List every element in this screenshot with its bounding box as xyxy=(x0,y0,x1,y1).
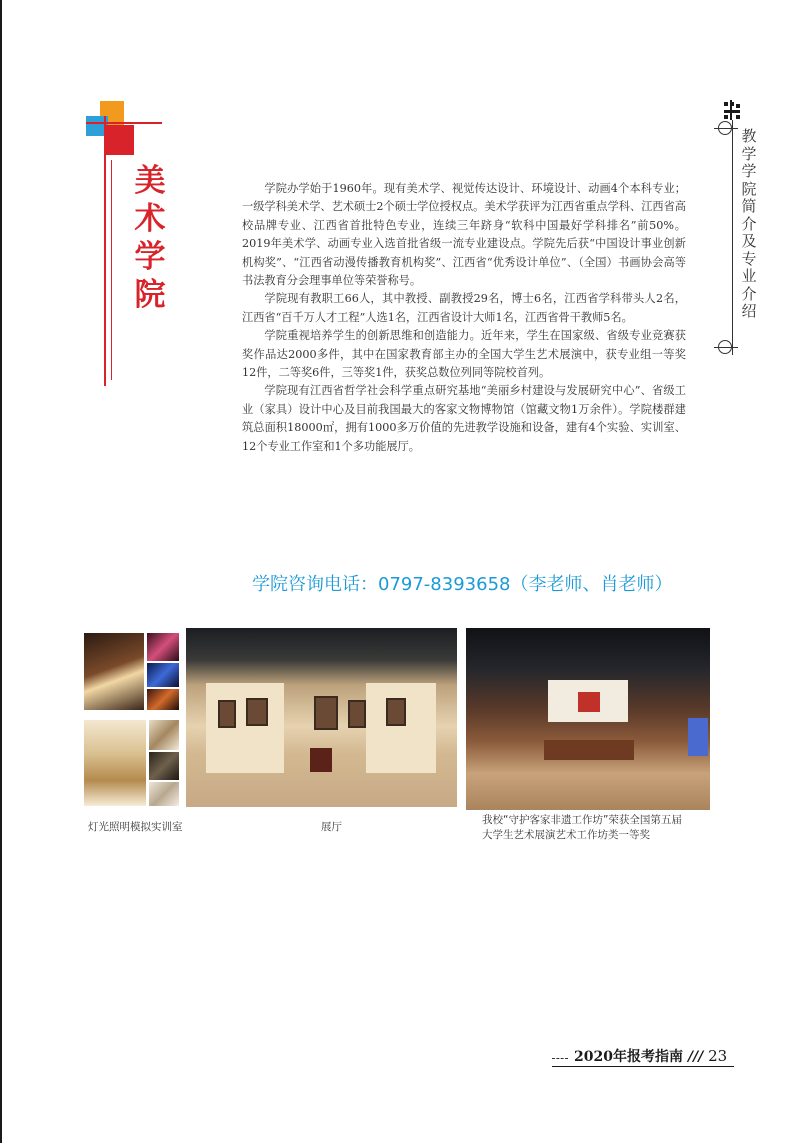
college-introduction xyxy=(242,180,686,456)
college-title-char: 院 xyxy=(134,277,166,313)
lighting-lab-photo xyxy=(147,689,179,710)
logo-red-square xyxy=(106,125,134,155)
lighting-lab-photo xyxy=(147,633,179,661)
side-label-char: 学 xyxy=(741,162,757,180)
lighting-lab-photo xyxy=(149,752,179,780)
lighting-lab-photo xyxy=(84,633,144,710)
lighting-lab-photo xyxy=(149,782,179,806)
college-title-char: 美 xyxy=(134,163,166,199)
page-border-line xyxy=(0,0,2,1143)
logo-horizontal-rule xyxy=(86,122,162,124)
workshop-award-caption xyxy=(482,813,712,843)
lighting-lab-caption: 灯光照明模拟实训室 xyxy=(88,821,183,833)
college-title-char: 术 xyxy=(134,201,166,237)
intro-paragraph: 学院重视培养学生的创新思维和创造能力。近年来，学生在国家级、省级专业竞赛获奖作品达2000多件，其中在国家教育部主办的全国大学生艺术展演中，获专业组一等奖12件，二等奖6件，三等奖1件，获奖总数位列同等院校首列。 xyxy=(242,329,686,380)
side-label-char: 学 xyxy=(741,144,757,163)
college-title xyxy=(128,162,172,314)
consultation-phone: 学院咨询电话：0797-8393658（李老师、肖老师） xyxy=(252,574,673,595)
side-label-char: 简 xyxy=(741,197,757,215)
caption-line: 大学生艺术展演艺术工作坊类一等奖 xyxy=(482,829,650,841)
side-label-char: 教 xyxy=(741,127,757,145)
side-label-char: 绍 xyxy=(741,302,757,320)
exhibition-hall-caption: 展厅 xyxy=(321,821,342,833)
section-grid-icon xyxy=(722,100,742,122)
side-label-char: 介 xyxy=(741,284,757,303)
side-label-char: 业 xyxy=(741,267,757,285)
side-section-label xyxy=(738,128,760,321)
side-vertical-rule xyxy=(732,120,733,355)
page-number: 23 xyxy=(708,1047,728,1065)
page-footer xyxy=(574,1046,727,1066)
intro-paragraph: 学院办学始于1960年。现有美术学、视觉传达设计、环境设计、动画4个本科专业；一级学科美术学、艺术硕士2个硕士学位授权点。美术学获评为江西省重点学科、江西省高校品牌专业、江西省首批特色专业，连续三年跻身“软科中国最好学科排名”前50%。2019年美术学、动画专业入选首批省级一流专业建设点。学院先后获“中国设计事业创新机构奖”、“江西省动漫传播教育机构奖”、江西省“优秀设计单位”、（全国）书画协会高等书法教育分会理事单位等荣誉称号。 xyxy=(242,182,686,288)
side-label-char: 介 xyxy=(741,214,757,233)
footer-slashes: /// xyxy=(687,1049,704,1065)
lighting-lab-photo xyxy=(147,663,179,687)
crosshair-circle-icon xyxy=(718,121,732,135)
intro-paragraph: 学院现有教职工66人，其中教授、副教授29名，博士6名，江西省学科带头人2名，江西省“百千万人才工程”人选1名，江西省设计大师1名，江西省骨干教师5名。 xyxy=(242,292,686,324)
workshop-photo xyxy=(466,628,710,810)
guide-title: 2020年报考指南 xyxy=(574,1049,683,1065)
side-label-char: 专 xyxy=(741,249,757,268)
college-title-char: 学 xyxy=(134,239,166,275)
lighting-lab-photo xyxy=(84,720,146,806)
side-label-char: 及 xyxy=(741,232,757,250)
crosshair-circle-icon xyxy=(718,340,732,354)
exhibition-hall-photo xyxy=(186,628,457,807)
intro-paragraph: 学院现有江西省哲学社会科学重点研究基地“美丽乡村建设与发展研究中心”、省级工业（家具）设计中心及目前我国最大的客家文物博物馆（馆藏文物1万余件）。学院楼群建筑总面积18000㎡，拥有1000多万价值的先进教学设施和设备，建有4个实验、实训室、12个专业工作室和1个多功能展厅。 xyxy=(242,384,686,453)
logo-vertical-rule-thin xyxy=(111,160,112,380)
lighting-lab-photo xyxy=(149,720,179,750)
logo-vertical-rule xyxy=(104,116,106,386)
footer-dash xyxy=(552,1058,568,1059)
caption-line: 我校“守护客家非遗工作坊”荣获全国第五届 xyxy=(482,814,682,826)
footer-rule xyxy=(552,1066,734,1067)
side-label-char: 院 xyxy=(741,179,757,198)
